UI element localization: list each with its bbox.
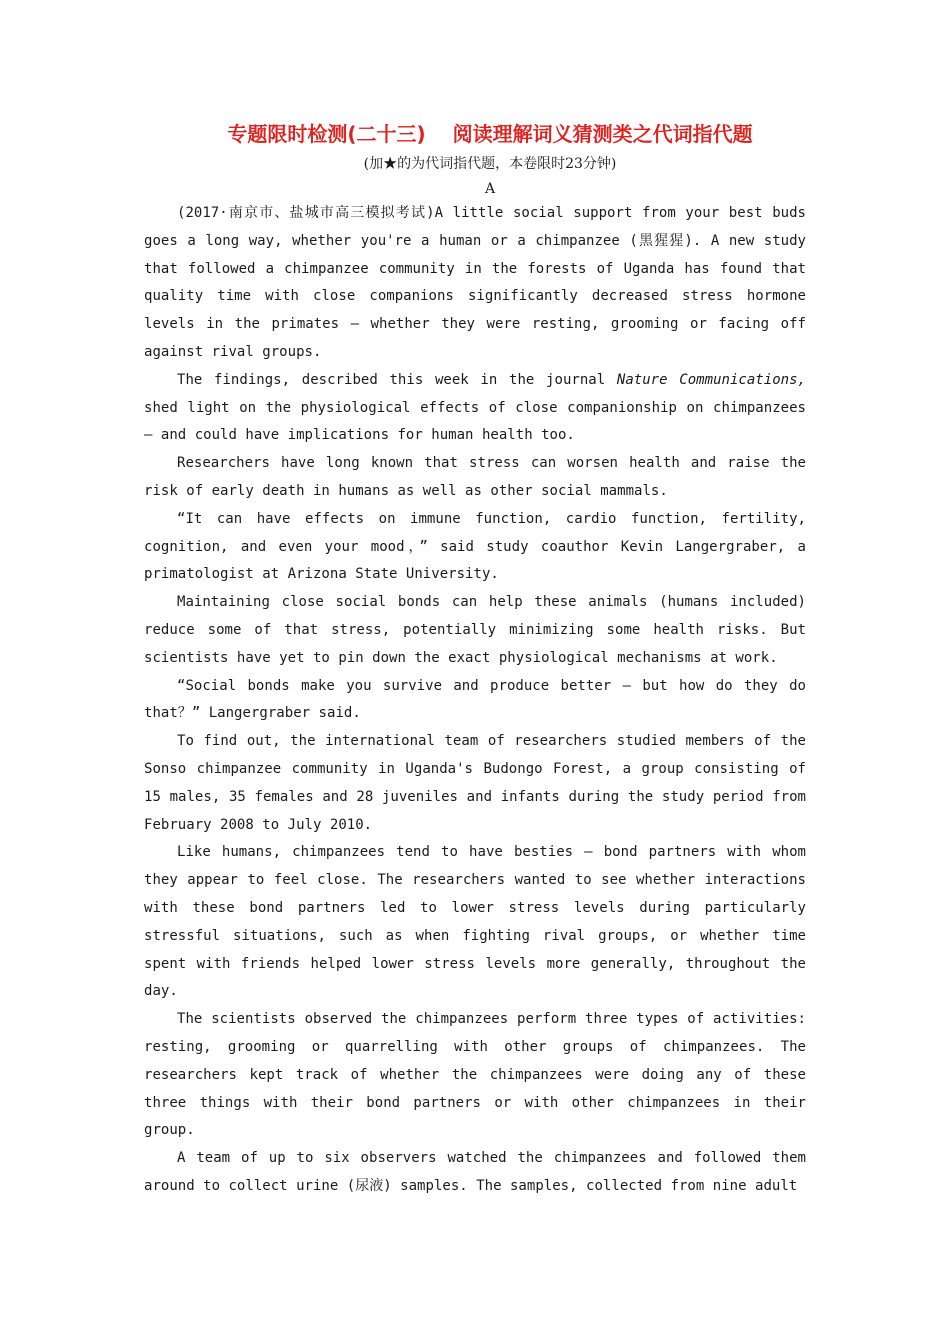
paragraph-1: (2017·南京市、盐城市高三模拟考试)A little social support from your best buds goes a long way, whether you're a human or a chimpanzee (黑猩猩). A new study that followed a chimpanzee community in the forests of Uganda has found that quality time with close companions significantly decreased stress hormone levels in the primates — whether they were resting, grooming or facing off against rival groups. xyxy=(144,205,806,360)
document-page xyxy=(144,118,806,1201)
paragraph-2-text-start: The findings, described this week in the journal xyxy=(177,371,617,388)
paragraph-7: To find out, the international team of researchers studied members of the Sonso chimpanzee community in Uganda's Budongo Forest, a group consisting of 15 males, 35 females and 28 juveniles and infants during the study period from February 2008 to July 2010. xyxy=(144,733,806,833)
paragraph-6: “Social bonds make you survive and produce better — but how do they do that？” Langergraber said. xyxy=(144,677,806,722)
paragraph-3: Researchers have long known that stress can worsen health and raise the risk of early death in humans as well as other social mammals. xyxy=(144,455,806,499)
paragraph-2-text-end: shed light on the physiological effects of close companionship on chimpanzees — and could have implications for human health too. xyxy=(144,399,806,444)
paragraph-8: Like humans, chimpanzees tend to have besties — bond partners with whom they appear to feel close. The researchers wanted to see whether interactions with these bond partners led to lower stress levels during particularly stressful situations, such as when fighting rival groups, or whether time spent with friends helped lower stress levels more generally, throughout the day. xyxy=(144,844,806,1000)
paragraph-5: Maintaining close social bonds can help these animals (humans included) reduce some of that stress, potentially minimizing some health risks. But scientists have yet to pin down the exact physiological mechanisms at work. xyxy=(144,594,806,666)
section-label: A xyxy=(484,181,496,197)
paragraph-10: A team of up to six observers watched the chimpanzees and followed them around to collect urine (尿液) samples. The samples, collected from nine adult xyxy=(144,1150,806,1194)
page-title: 专题限时检测(二十三) 阅读理解词义猜测类之代词指代题 xyxy=(227,122,753,146)
journal-name: Nature Communications, xyxy=(616,371,806,388)
page-subtitle: (加★的为代词指代题，本卷限时23分钟) xyxy=(363,156,617,172)
paragraph-9: The scientists observed the chimpanzees perform three types of activities: resting, grooming or quarrelling with other groups of chimpanzees. The researchers kept track of whether the chimpanzees were doing any of these three things with their bond partners or with other chimpanzees in their group. xyxy=(144,1011,806,1139)
paragraph-4: “It can have effects on immune function, cardio function, fertility, cognition, and even your mood，” said study coauthor Kevin Langergraber, a primatologist at Arizona State University. xyxy=(144,510,806,583)
paragraph-2 xyxy=(144,367,806,450)
